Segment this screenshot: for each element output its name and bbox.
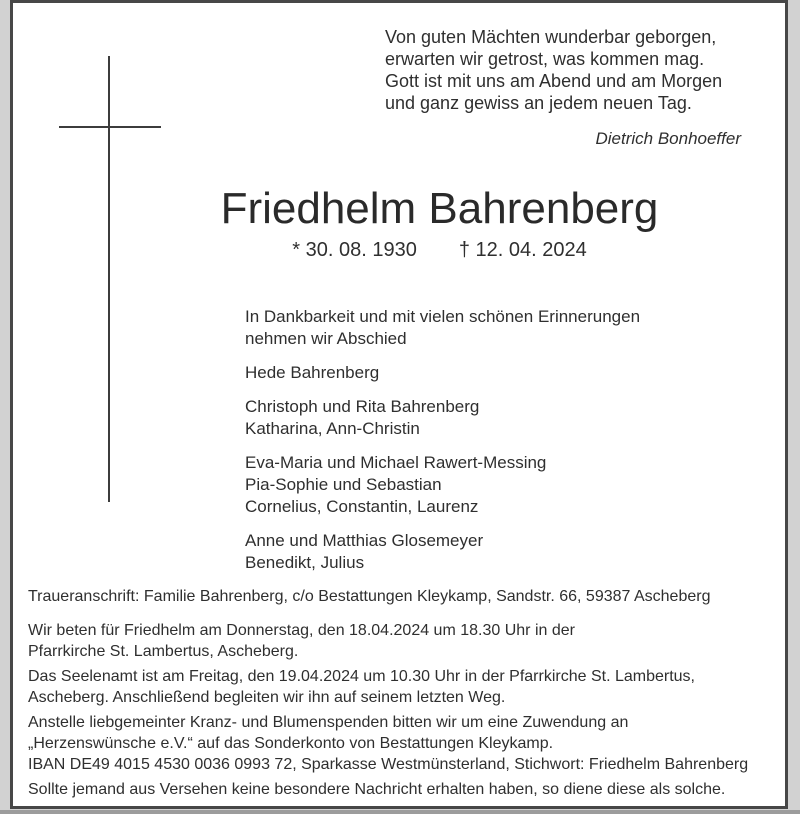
prayer-service-line: Wir beten für Friedhelm am Donnerstag, den 18.04.2024 um 18.30 Uhr in der	[28, 622, 575, 639]
mourner-line: Christoph und Rita Bahrenberg	[245, 397, 480, 416]
mourner-line: Katharina, Ann-Christin	[245, 419, 420, 438]
mourner-group	[245, 452, 715, 518]
poem-line: Gott ist mit uns am Abend und am Morgen	[385, 71, 723, 91]
mourner-line: Pia-Sophie und Sebastian	[245, 475, 442, 494]
farewell-line: In Dankbarkeit und mit vielen schönen Erinnerungen	[245, 307, 641, 326]
mourners-section	[245, 306, 715, 586]
mourner-group	[245, 362, 715, 384]
farewell-line: nehmen wir Abschied	[245, 329, 407, 348]
poem-line: und ganz gewiss an jedem neuen Tag.	[385, 93, 692, 113]
memorial-cross-horizontal-bar	[59, 126, 161, 128]
requiem-line: Das Seelenamt ist am Freitag, den 19.04.2024 um 10.30 Uhr in der Pfarrkirche St. Lambertus,	[28, 668, 695, 685]
memorial-cross-vertical-bar	[108, 56, 110, 502]
birth-date: * 30. 08. 1930	[292, 239, 417, 261]
mourner-line: Anne und Matthias Glosemeyer	[245, 531, 484, 550]
mourner-line: Cornelius, Constantin, Laurenz	[245, 497, 479, 516]
requiem-paragraph	[28, 666, 784, 708]
death-date: † 12. 04. 2024	[458, 239, 587, 261]
donations-line: IBAN DE49 4015 4530 0036 0993 72, Sparkasse Westmünsterland, Stichwort: Friedhelm Bahrenberg	[28, 756, 749, 773]
mourner-line: Hede Bahrenberg	[245, 363, 380, 382]
donations-line: „Herzenswünsche e.V.“ auf das Sonderkonto von Bestattungen Kleykamp.	[28, 735, 554, 752]
obituary-card	[10, 0, 788, 809]
poem-block	[385, 26, 741, 150]
poem-attribution: Dietrich Bonhoeffer	[595, 129, 741, 148]
mourner-line: Benedikt, Julius	[245, 553, 365, 572]
prayer-service-line: Pfarrkirche St. Lambertus, Ascheberg.	[28, 643, 299, 660]
deceased-name: Friedhelm Bahrenberg	[220, 184, 659, 233]
poem-line: erwarten wir getrost, was kommen mag.	[385, 49, 705, 69]
closing-note-line: Sollte jemand aus Versehen keine besondere Nachricht erhalten haben, so diene diese als solche.	[28, 781, 726, 798]
prayer-service-paragraph	[28, 620, 784, 662]
poem-line: Von guten Mächten wunderbar geborgen,	[385, 27, 717, 47]
mourner-group	[245, 530, 715, 574]
notices-section	[28, 586, 784, 804]
farewell-paragraph	[245, 306, 715, 350]
requiem-line: Ascheberg. Anschließend begleiten wir ihn auf seinem letzten Weg.	[28, 689, 506, 706]
donations-paragraph	[28, 712, 784, 775]
donations-line: Anstelle liebgemeinter Kranz- und Blumenspenden bitten wir um eine Zuwendung an	[28, 714, 629, 731]
closing-note-paragraph	[28, 779, 784, 800]
life-dates	[208, 239, 671, 261]
mourner-group	[245, 396, 715, 440]
photo-background-strip	[0, 810, 800, 814]
mourning-address-line: Traueranschrift: Familie Bahrenberg, c/o Bestattungen Kleykamp, Sandstr. 66, 59387 Ascheberg	[28, 588, 711, 605]
mourning-address-paragraph	[28, 586, 784, 607]
mourner-line: Eva-Maria und Michael Rawert-Messing	[245, 453, 547, 472]
